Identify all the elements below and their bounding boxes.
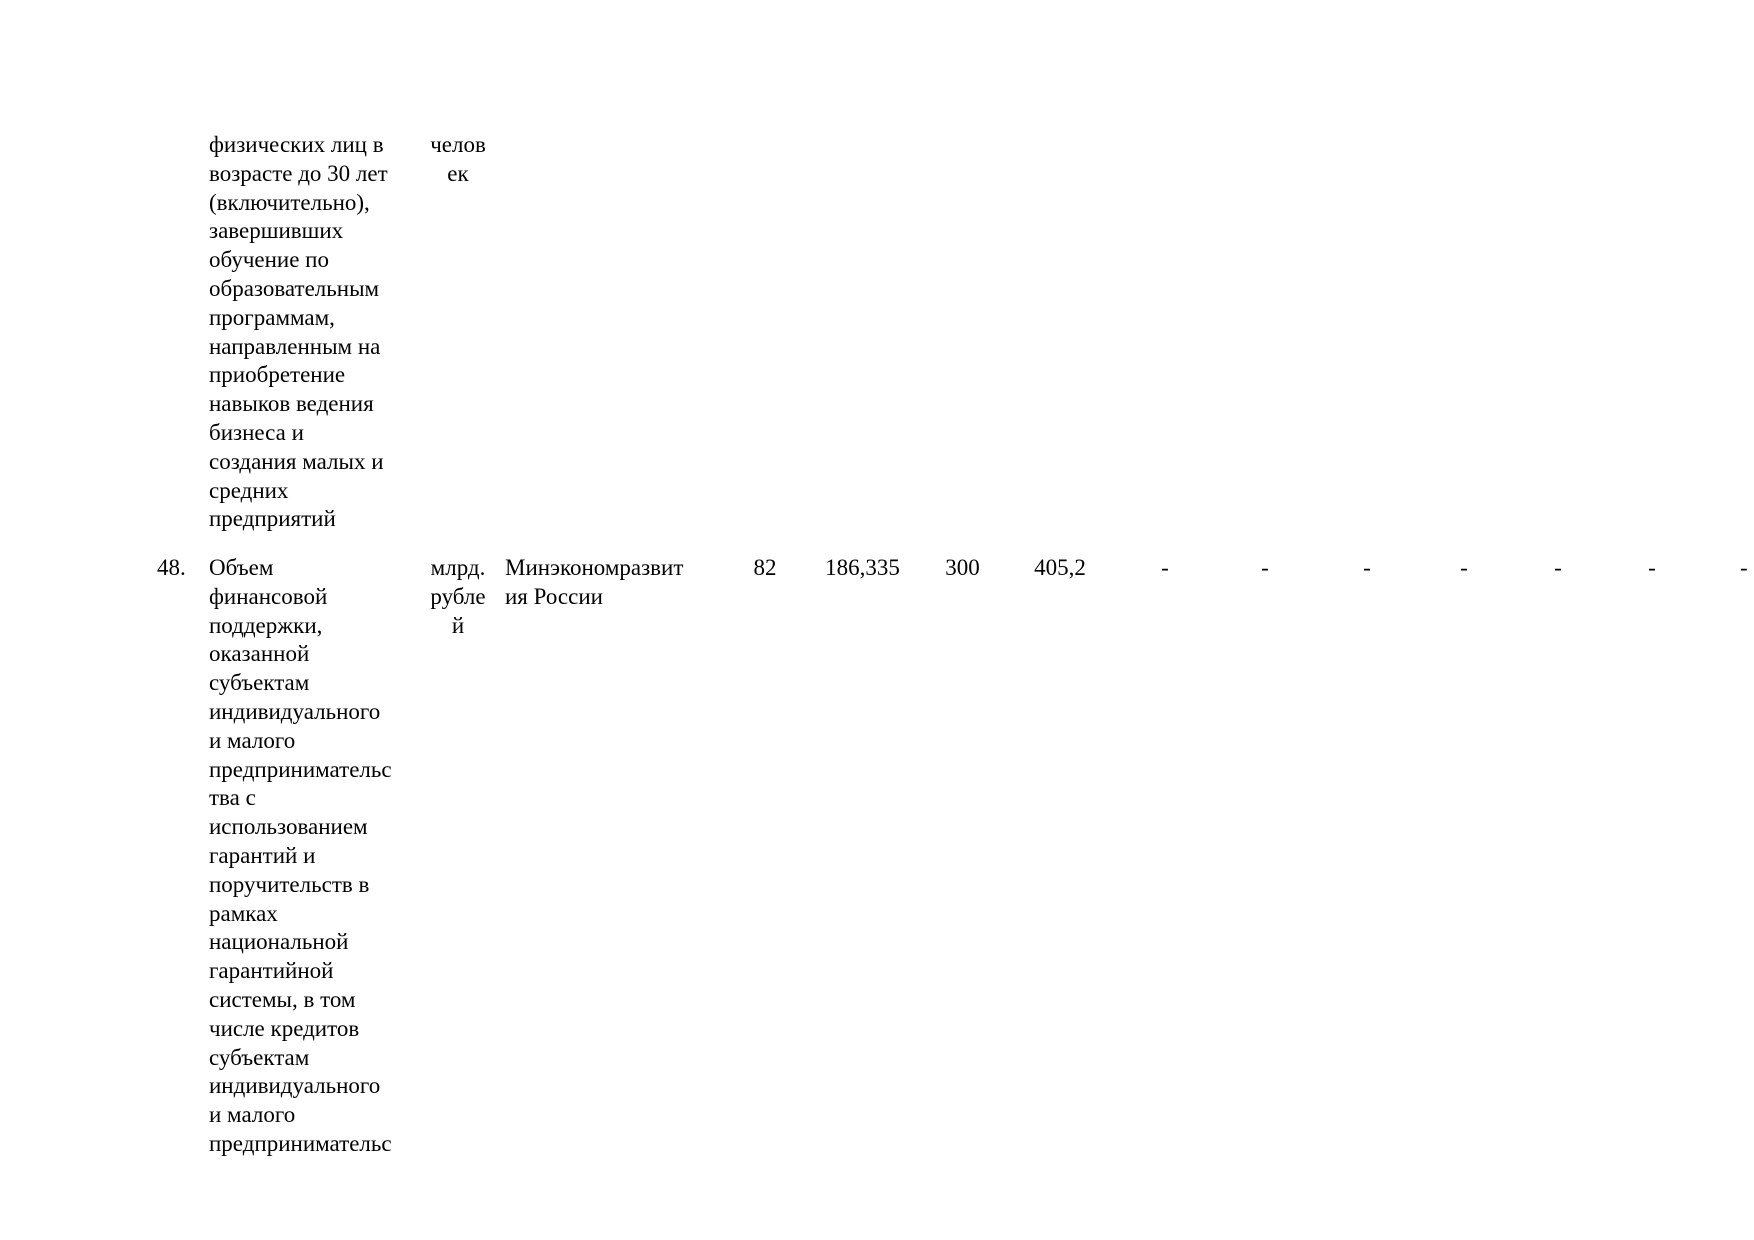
row-2-value-7: - <box>1363 555 1371 580</box>
row-2-number: 48. <box>157 555 186 580</box>
row-2-value-8: - <box>1460 555 1468 580</box>
row-2-value-3: 300 <box>945 555 980 580</box>
row-2-unit: млрд. рубле й <box>430 555 486 638</box>
row-2-value-6: - <box>1261 555 1269 580</box>
row-2-value-9: - <box>1554 555 1562 580</box>
row-2-value-11: - <box>1740 555 1748 580</box>
row-2-value-1: 82 <box>753 555 777 580</box>
row-2-value-2: 186,335 <box>825 555 900 580</box>
row-2-responsible: Минэкономразвит ия России <box>505 555 684 609</box>
row-2-value-10: - <box>1648 555 1656 580</box>
row-2-indicator: Объем финансовой поддержки, оказанной субъектам индивидуального и малого предпринимательс тва с использованием гарантий и поручительств в рамках национальной гарантийной системы, в том числе кредитов субъектам индивидуального и малого предпринимательс <box>209 555 392 1156</box>
row-1-indicator: физических лиц в возрасте до 30 лет (включительно), завершивших обучение по образовательным программам, направленным на приобретение навыков ведения бизнеса и создания малых и средних предприятий <box>209 132 388 532</box>
row-1-unit: челов ек <box>430 132 486 186</box>
row-2-value-4: 405,2 <box>1034 555 1086 580</box>
row-2-value-5: - <box>1161 555 1169 580</box>
